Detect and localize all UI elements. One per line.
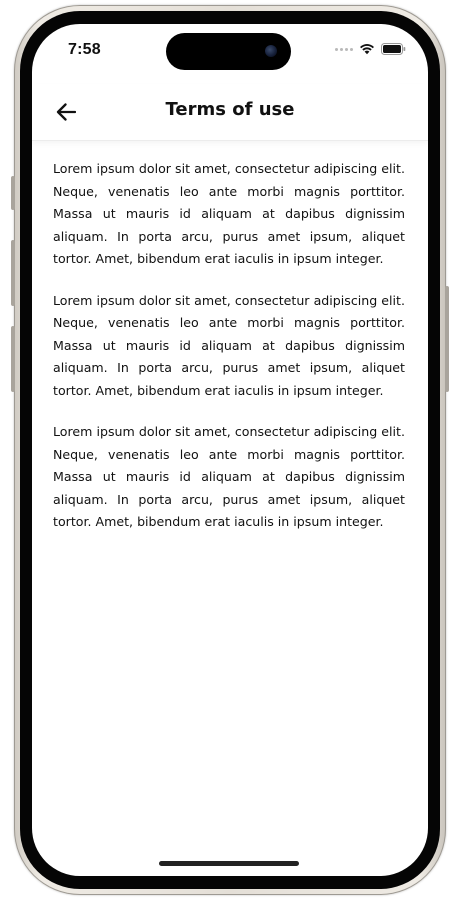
home-indicator[interactable] bbox=[159, 861, 299, 866]
volume-up-button bbox=[11, 240, 15, 306]
phone-frame bbox=[14, 5, 446, 895]
terms-paragraph: Lorem ipsum dolor sit amet, consectetur adipiscing elit. Neque, venenatis leo ante morbi magnis porttitor. Massa ut mauris id aliquam at dapibus dignissim aliquam. In porta arcu, purus amet ipsum, aliquet tortor. Amet, bibendum erat iaculis in ipsum integer. bbox=[53, 424, 405, 529]
camera-icon bbox=[265, 45, 277, 57]
volume-down-button bbox=[11, 326, 15, 392]
battery-icon bbox=[381, 43, 406, 55]
phone-bezel bbox=[20, 11, 440, 889]
page-title: Terms of use bbox=[165, 99, 295, 120]
dynamic-island bbox=[166, 33, 291, 70]
terms-paragraph: Lorem ipsum dolor sit amet, consectetur adipiscing elit. Neque, venenatis leo ante morbi magnis porttitor. Massa ut mauris id aliquam at dapibus dignissim aliquam. In porta arcu, purus amet ipsum, aliquet tortor. Amet, bibendum erat iaculis in ipsum integer. bbox=[53, 292, 405, 398]
status-icons bbox=[335, 43, 406, 55]
mute-switch bbox=[11, 176, 15, 210]
status-bar bbox=[32, 24, 428, 84]
app-header bbox=[32, 84, 428, 141]
terms-content bbox=[53, 158, 405, 553]
phone-screen bbox=[32, 24, 428, 876]
power-button bbox=[445, 286, 449, 392]
terms-paragraph: Lorem ipsum dolor sit amet, consectetur adipiscing elit. Neque, venenatis leo ante morbi magnis porttitor. Massa ut mauris id aliquam at dapibus dignissim aliquam. In porta arcu, purus amet ipsum, aliquet tortor. Amet, bibendum erat iaculis in ipsum integer. bbox=[53, 161, 405, 266]
wifi-icon bbox=[359, 43, 375, 55]
signal-dots-icon bbox=[335, 48, 353, 51]
status-time: 7:58 bbox=[68, 41, 101, 58]
